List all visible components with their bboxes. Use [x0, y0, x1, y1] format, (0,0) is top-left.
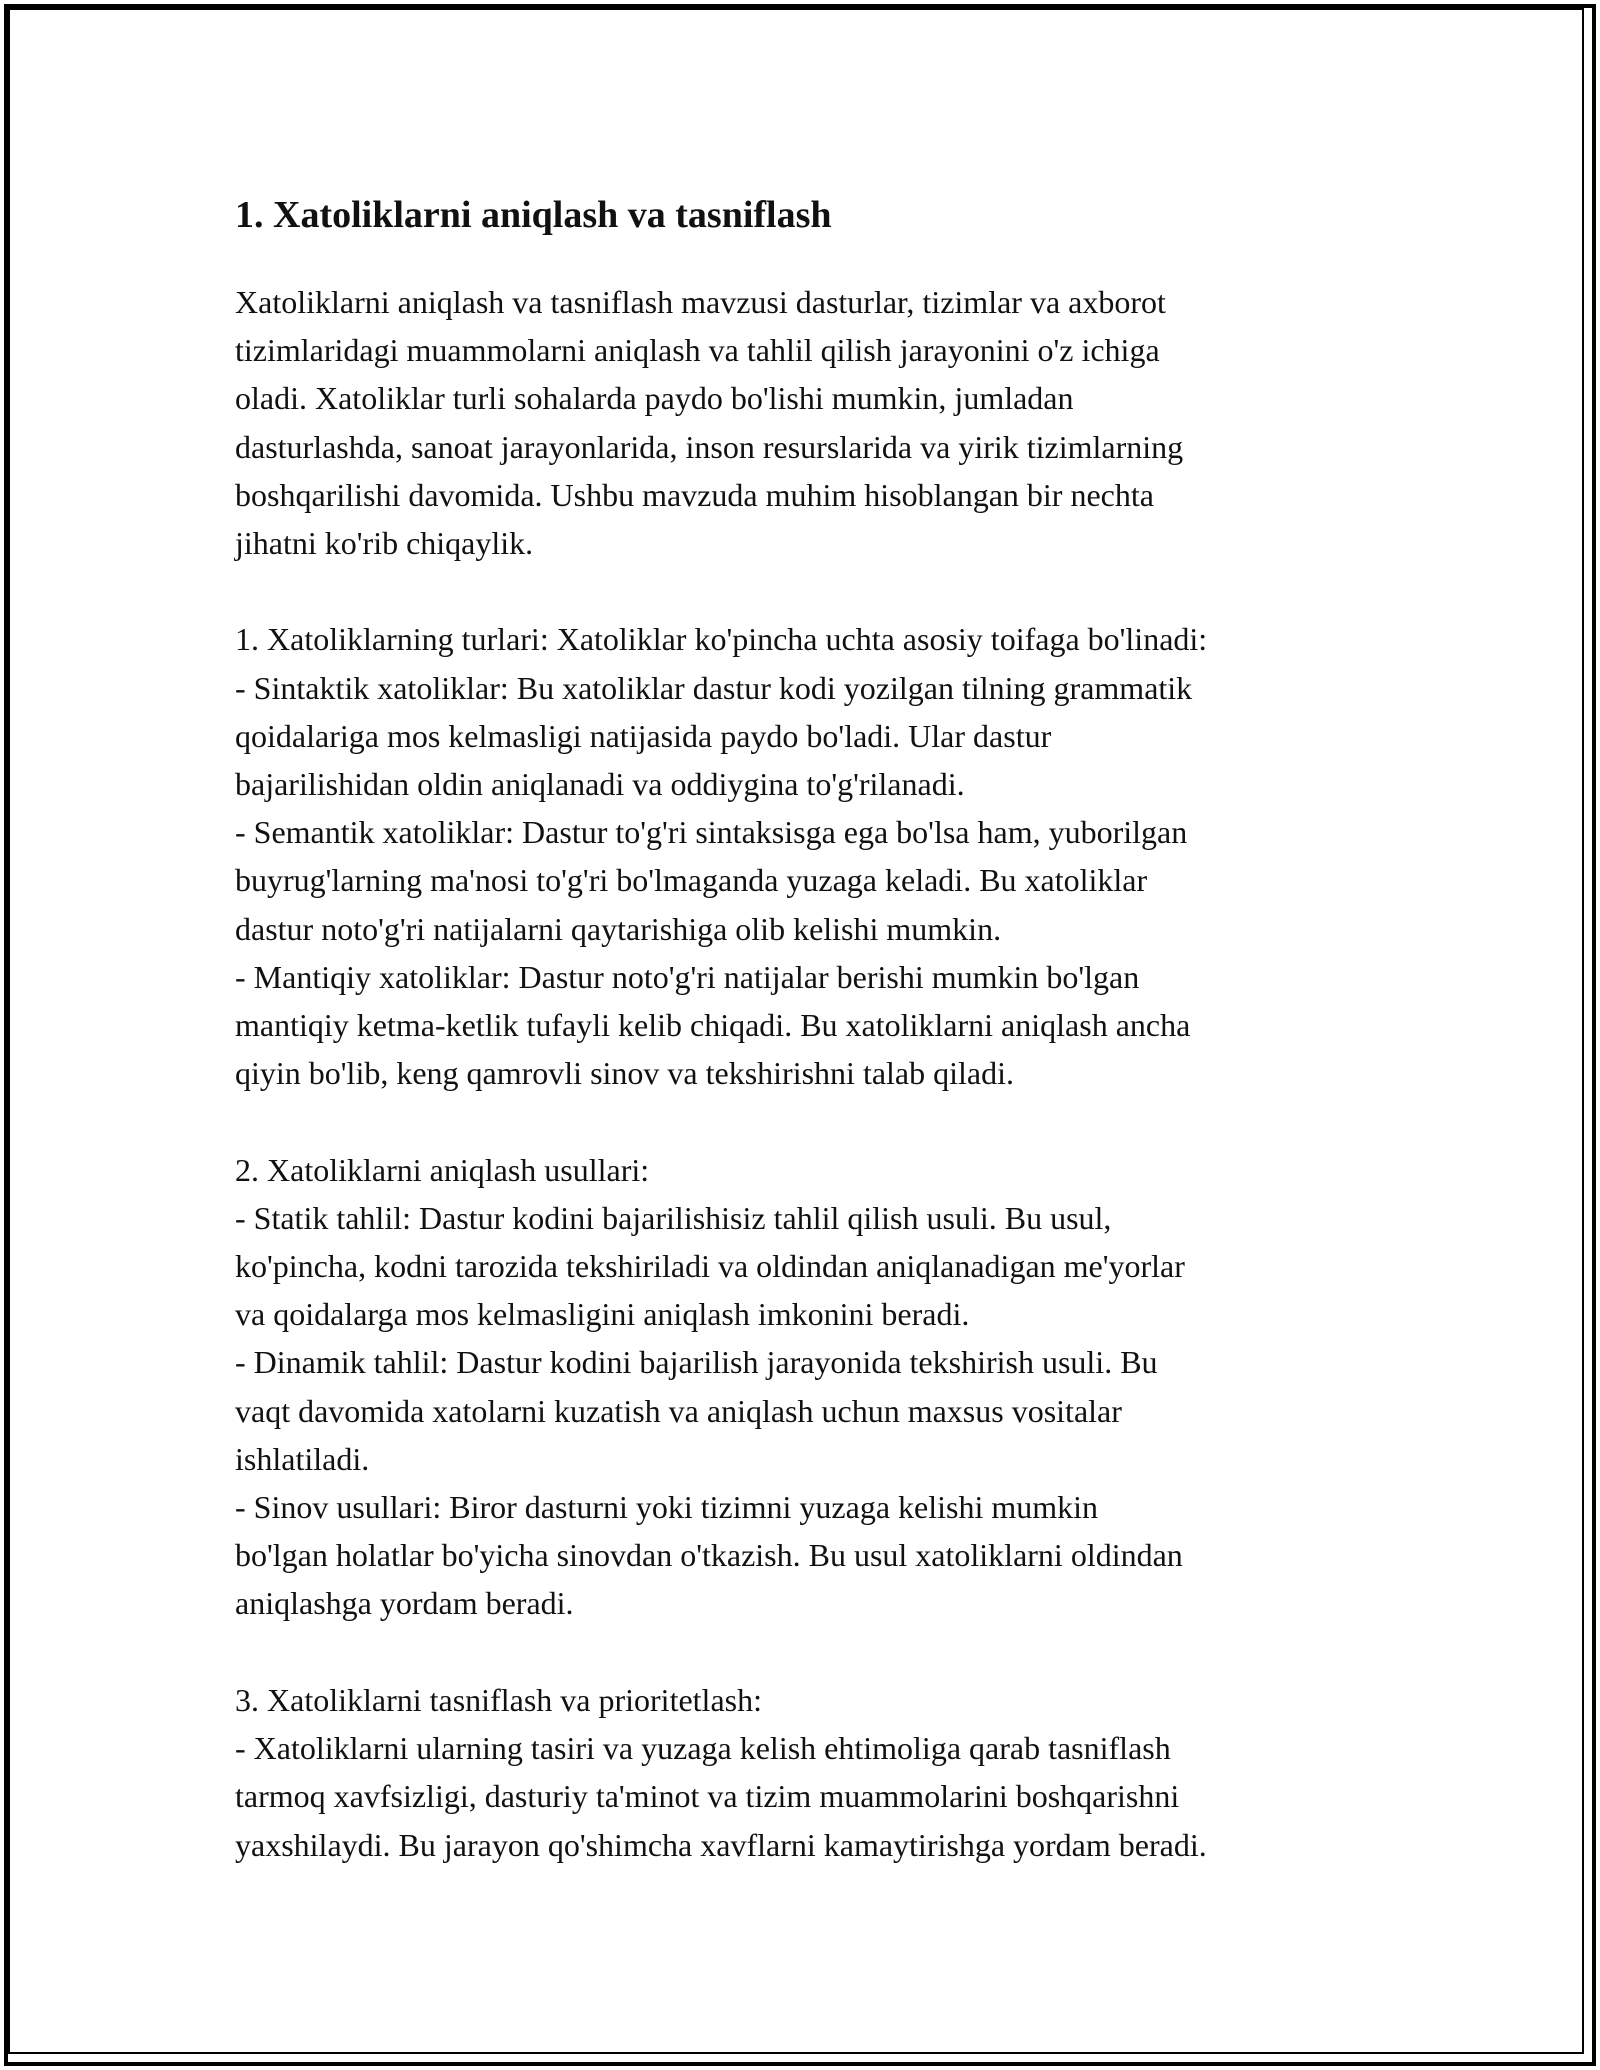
document-title: 1. Xatoliklarni aniqlash va tasniflash	[235, 194, 832, 236]
document-body: Xatoliklarni aniqlash va tasniflash mavzusi dasturlar, tizimlar va axborot tizimlaridagi muammolarni aniqlash va tahlil qilish jarayonini o'z ichiga oladi. Xatoliklar turli sohalarda paydo bo'lishi mumkin, jumladan dasturlashda, sanoat jarayonlarida, inson resurslarida va yirik tizimlarning boshqarilishi davomida. Ushbu mavzuda muhim hisoblangan bir nechta jihatni ko'rib chiqaylik. 1. Xatoliklarning turlari: Xatoliklar ko'pincha uchta asosiy toifaga bo'linadi: - Sintaktik xatoliklar: Bu xatoliklar dastur kodi yozilgan tilning grammatik qoidalariga mos kelmasligi natijasida paydo bo'ladi. Ular dastur bajarilishidan oldin aniqlanadi va oddiygina to'g'rilanadi. - Semantik xatoliklar: Dastur to'g'ri sintaksisga ega bo'lsa ham, yuborilgan buyrug'larning ma'nosi to'g'ri bo'lmaganda yuzaga keladi. Bu xatoliklar dastur noto'g'ri natijalarni qaytarishiga olib kelishi mumkin. - Mantiqiy xatoliklar: Dastur noto'g'ri natijalar berishi mumkin bo'lgan mantiqiy ketma-ketlik tufayli kelib chiqadi. Bu xatoliklarni aniqlash ancha qiyin bo'lib, keng qamrovli sinov va tekshirishni talab qiladi. 2. Xatoliklarni aniqlash usullari: - Statik tahlil: Dastur kodini bajarilishisiz tahlil qilish usuli. Bu usul, ko'pincha, kodni tarozida tekshiriladi va oldindan aniqlanadigan me'yorlar va qoidalarga mos kelmasligini aniqlash imkonini beradi. - Dinamik tahlil: Dastur kodini bajarilish jarayonida tekshirish usuli. Bu vaqt davomida xatolarni kuzatish va aniqlash uchun maxsus vositalar ishlatiladi. - Sinov usullari: Biror dasturni yoki tizimni yuzaga kelishi mumkin bo'lgan holatlar bo'yicha sinovdan o'tkazish. Bu usul xatoliklarni oldindan aniqlashga yordam beradi. 3. Xatoliklarni tasniflash va prioritetlash: - Xatoliklarni ularning tasiri va yuzaga kelish ehtimoliga qarab tasniflash tarmoq xavfsizligi, dasturiy ta'minot va tizim muammolarini boshqarishni yaxshilaydi. Bu jarayon qo'shimcha xavflarni kamaytirishga yordam beradi.	[235, 284, 1208, 1863]
document-content	[235, 180, 1385, 1869]
